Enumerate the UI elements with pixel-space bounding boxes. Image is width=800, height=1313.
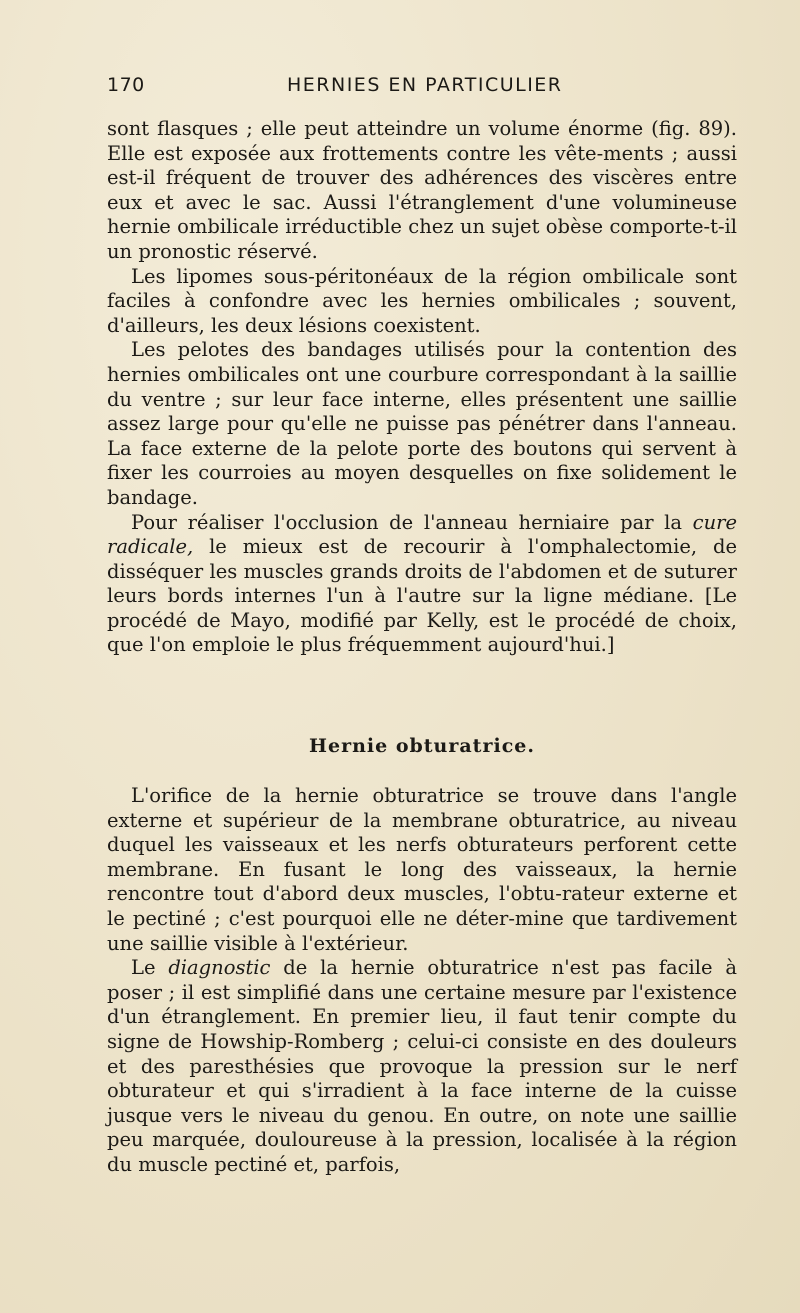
paragraph-text: Pour réaliser l'occlusion de l'anneau herniaire par la [131,510,693,534]
section-title: Hernie obturatrice. [309,735,535,757]
paragraph [107,956,737,1177]
paragraph-text: de la hernie obturatrice n'est pas facile à poser ; il est simplifié dans une certaine mesure par l'existence d'un étranglement. En premier lieu, il faut tenir compte du signe de Howship-Romberg ; celui-ci consiste en des douleurs et des paresthésies que provoque la pression sur le nerf obturateur et qui s'irradient à la face interne de la cuisse jusque vers le niveau du genou. En outre, on note une saillie peu marquée, douloureuse à la pression, localisée à la région du muscle pectiné et, parfois, [107,956,737,1176]
paragraph: sont flasques ; elle peut atteindre un volume énorme (fig. 89). Elle est exposée aux frottements contre les vête-ments ; aussi est-il fréquent de trouver des adhérences des viscères entre eux et avec le sac. Aussi l'étranglement d'une volumineuse hernie ombilicale irréductible chez un sujet obèse comporte-t-il un pronostic réservé. [107,117,737,263]
italic-term: cure radicale, [107,510,737,559]
text-block-bottom [107,784,737,1178]
page-number: 170 [107,74,145,96]
text-block-top [107,117,737,658]
paragraph: Les pelotes des bandages utilisés pour la contention des hernies ombilicales ont une courbure correspondant à la saillie du ventre ; sur leur face interne, elles présentent une saillie assez large pour qu'elle ne puisse pas pénétrer dans l'anneau. La face externe de la pelote porte des boutons qui servent à fixer les courroies au moyen desquelles on fixe solidement le bandage. [107,338,737,509]
paragraph: L'orifice de la hernie obturatrice se trouve dans l'angle externe et supérieur de la membrane obturatrice, au niveau duquel les vaisseaux et les nerfs obturateurs perforent cette membrane. En fusant le long des vaisseaux, la hernie rencontre tout d'abord deux muscles, l'obtu-rateur externe et le pectiné ; c'est pourquoi elle ne déter-mine que tardivement une saillie visible à l'extérieur. [107,784,737,955]
running-title: HERNIES EN PARTICULIER [287,74,563,96]
paragraph [107,511,737,659]
running-header [107,70,737,100]
paragraph-text: Le [131,956,169,980]
paragraph-text: le mieux est de recourir à l'omphalectomie, de disséquer les muscles grands droits de l'abdomen et de suturer leurs bords internes l'un à l'autre sur la ligne médiane. [Le procédé de Mayo, modifié par Kelly, est le procédé de choix, que l'on emploie le plus fréquemment aujourd'hui.] [107,535,737,657]
paragraph: Les lipomes sous-péritonéaux de la région ombilicale sont faciles à confondre avec les hernies ombilicales ; souvent, d'ailleurs, les deux lésions coexistent. [107,264,737,337]
italic-term: diagnostic [168,956,271,980]
